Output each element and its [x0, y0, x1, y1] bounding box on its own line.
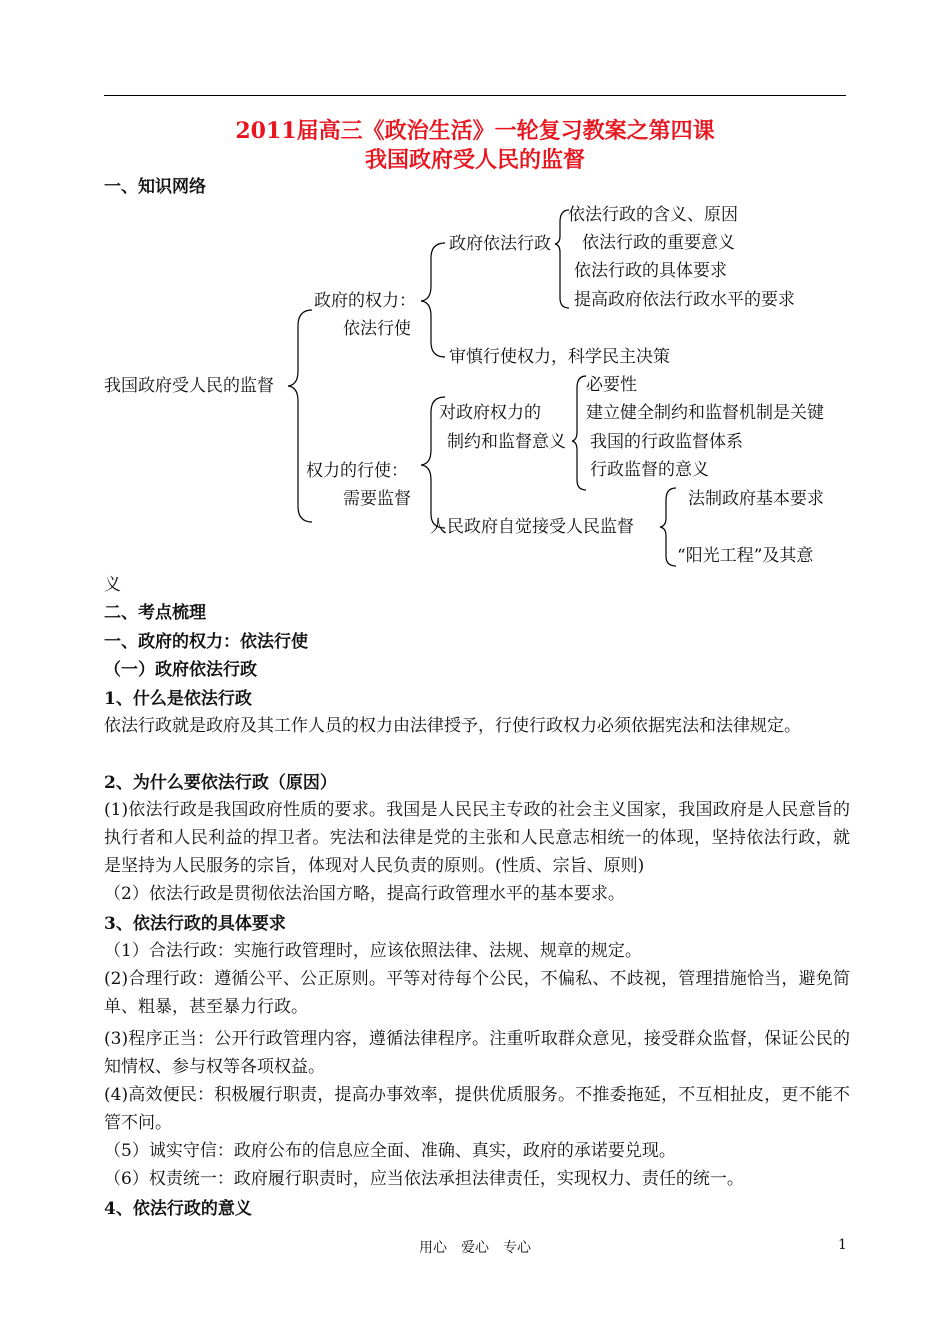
mindmap-overflow-text: 义 — [104, 575, 121, 595]
b2-sub1-node-line2: 制约和监督意义 — [447, 432, 566, 452]
page-footer: 用心 爱心 专心 — [419, 1240, 531, 1256]
requirement-6: （6）权责统一：政府履行职责时，应当依法承担法律责任，实现权力、责任的统一。 — [104, 1169, 744, 1189]
branch1-sublabel: 依法行使 — [343, 319, 411, 339]
requirement-4: (4)高效便民：积极履行职责，提高办事效率，提供优质服务。不推委拖延，不互相扯皮，更不能不管不问。 — [104, 1085, 850, 1133]
b1-sub2-node: 审慎行使权力，科学民主决策 — [449, 347, 670, 367]
b1-leaves-brace — [555, 210, 569, 308]
heading-administer-by-law: （一）政府依法行政 — [104, 660, 257, 680]
b2-sub1-node: 对政府权力的 — [439, 403, 541, 423]
section-heading-network: 一、知识网络 — [104, 177, 206, 197]
section-heading-points: 二、考点梳理 — [104, 603, 206, 623]
b2-sub2-node: 人民政府自觉接受人民监督 — [430, 517, 634, 537]
heading-why: 2、为什么要依法行政（原因） — [104, 773, 337, 793]
paragraph-definition: 依法行政就是政府及其工作人员的权力由法律授予，行使行政权力必须依据宪法和法律规定。 — [104, 716, 801, 736]
b1-leaf-3: 依法行政的具体要求 — [574, 261, 727, 281]
branch1-label: 政府的权力： — [314, 291, 416, 311]
document-subtitle: 我国政府受人民的监督 — [364, 147, 585, 173]
heading-what-is: 1、什么是依法行政 — [104, 689, 252, 709]
b2-leaf-4: 行政监督的意义 — [590, 460, 709, 480]
mindmap-root: 我国政府受人民的监督 — [104, 376, 274, 396]
b2-leaf-2: 建立健全制约和监督机制是关键 — [586, 403, 824, 423]
requirement-5: （5）诚实守信：政府公布的信息应全面、准确、真实，政府的承诺要兑现。 — [104, 1141, 676, 1161]
heading-requirements: 3、依法行政的具体要求 — [104, 914, 286, 934]
heading-significance: 4、依法行政的意义 — [104, 1199, 252, 1219]
paragraph-reason-1: (1)依法行政是我国政府性质的要求。我国是人民民主专政的社会主义国家，我国政府是人民意旨的执行者和人民利益的捍卫者。宪法和法律是党的主张和人民意志相统一的体现，坚持依法行政，就是坚持为人民服务的宗旨，体现对人民负责的原则。(性质、宗旨、原则) — [104, 800, 850, 876]
b2-sub2-leaf-1: 法制政府基本要求 — [688, 489, 824, 509]
branch2-sublabel: 需要监督 — [343, 489, 411, 509]
b2-sub2-leaf-2: “阳光工程”及其意 — [677, 546, 814, 566]
b2-leaf-3: 我国的行政监督体系 — [590, 432, 743, 452]
requirement-3: (3)程序正当：公开行政管理内容，遵循法律程序。注重听取群众意见，接受群众监督，保证公民的知情权、参与权等各项权益。 — [104, 1029, 850, 1077]
b1-leaf-2: 依法行政的重要意义 — [582, 233, 735, 253]
heading-government-power: 一、政府的权力：依法行使 — [104, 632, 308, 652]
root-brace — [288, 310, 312, 522]
paragraph-reason-2: （2）依法行政是贯彻依法治国方略，提高行政管理水平的基本要求。 — [104, 884, 625, 904]
b1-leaf-1: 依法行政的含义、原因 — [568, 205, 738, 225]
page-number: 1 — [838, 1237, 847, 1253]
branch2-label: 权力的行使： — [306, 461, 408, 481]
b2-leaves-brace — [572, 376, 586, 490]
b2-leaf-1: 必要性 — [586, 375, 637, 395]
document-title: 2011届高三《政治生活》一轮复习教案之第四课 — [235, 118, 715, 144]
b1-sub1-node: 政府依法行政 — [449, 234, 551, 254]
b1-leaf-4: 提高政府依法行政水平的要求 — [574, 290, 795, 310]
branch1-brace — [421, 243, 445, 357]
requirement-2: (2)合理行政：遵循公平、公正原则。平等对待每个公民，不偏私、不歧视，管理措施恰当，避免简单、粗暴，甚至暴力行政。 — [104, 969, 850, 1017]
requirement-1: （1）合法行政：实施行政管理时，应该依照法律、法规、规章的规定。 — [104, 941, 642, 961]
b2-sub2-leaves-brace — [660, 488, 676, 566]
